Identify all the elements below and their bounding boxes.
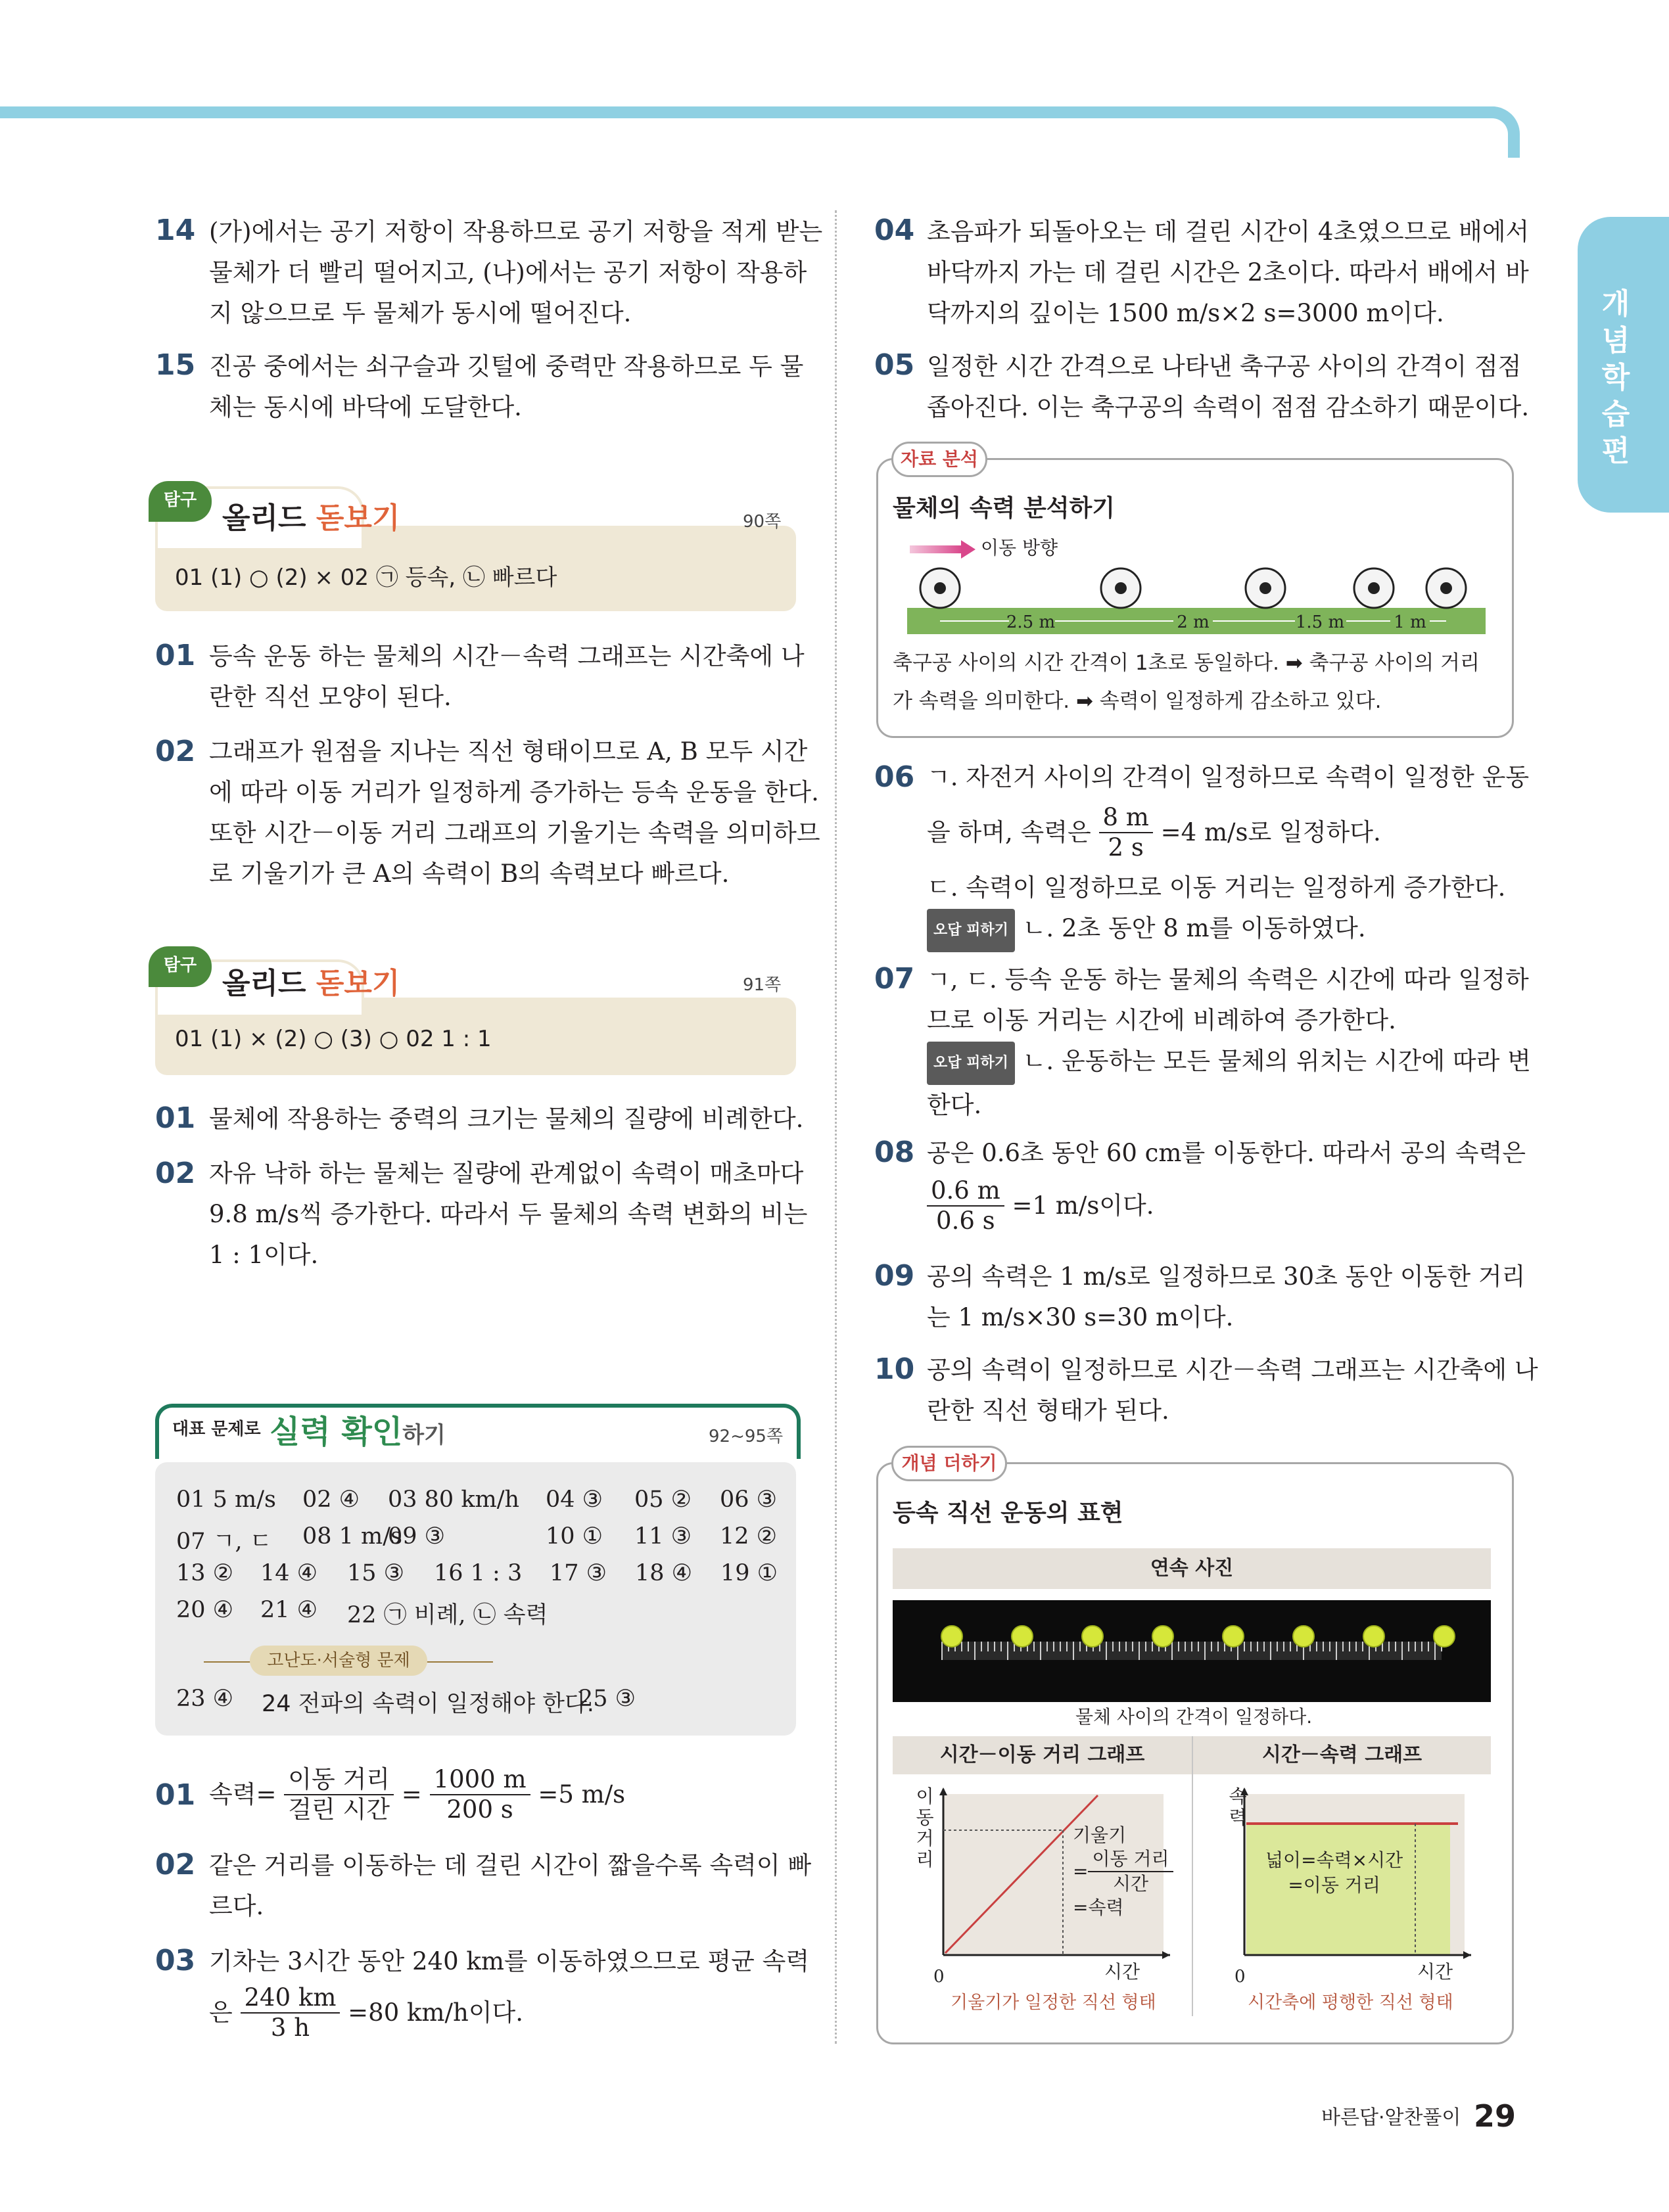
- direction-arrow-shaft: [910, 545, 962, 553]
- top-bar-corner: [1492, 106, 1520, 158]
- answer-text: 공의 속력이 일정하므로 시간－속력 그래프는 시간축에 나 란한 직선 형태가 된다.: [927, 1356, 1538, 1425]
- answer-text: ㄷ. 속력이 일정하므로 이동 거리는 일정하게 증가한다.: [927, 873, 1506, 902]
- column-divider: [835, 210, 837, 2044]
- x-axis-label: 시간: [1104, 1961, 1140, 1983]
- answer-text: (가)에서는 공기 저항이 작용하므로 공기 저항을 적게 받는 물체가 더 빨리 떨어지고, (나)에서는 공기 저항이 작용하 지 않으므로 두 물체가 동시에 떨어진다.: [209, 218, 823, 327]
- answer-cell: 20 ④: [176, 1597, 234, 1623]
- page-reference: 92~95쪽: [709, 1427, 784, 1446]
- tennis-ball-icon: [1152, 1626, 1173, 1647]
- answer-text: 초음파가 되돌아오는 데 걸린 시간이 4초였으므로 배에서 바닥까지 가는 데 걸린 시간은 2초이다. 따라서 배에서 바 닥까지의 깊이는 1500 m/s×2 s=3000 m이다.: [927, 218, 1530, 327]
- arrow-right-icon: [961, 540, 976, 559]
- answer-cell: 25 ③: [578, 1686, 636, 1712]
- inquiry-badge: 탐구: [149, 481, 212, 522]
- answer-text: 그래프가 원점을 지나는 직선 형태이므로 A, B 모두 시간 에 따라 이동 거리가 일정하게 증가하는 등속 운동을 한다. 또한 시간－이동 거리 그래프의 기울기는 속력을 의미하므 로 기울기가 큰 A의 속력이 B의 속력보다 빠르다.: [209, 737, 820, 888]
- distance-label: 1.5 m: [1295, 612, 1345, 632]
- answer-text: 오답 피하기 ㄴ. 2초 동안 8 m를 이동하였다.: [927, 908, 1366, 952]
- footer-label: 바른답·알찬풀이: [1321, 2106, 1461, 2129]
- tennis-ball-icon: [1293, 1626, 1314, 1647]
- answer-text: 진공 중에서는 쇠구슬과 깃털에 중력만 작용하므로 두 물 체는 동시에 바닥에 도달한다.: [209, 352, 804, 421]
- panel-tag: 자료 분석: [891, 442, 987, 477]
- soccer-ball-diagram: [907, 562, 1486, 634]
- answer-text: 일정한 시간 간격으로 나타낸 축구공 사이의 간격이 점점 좁아진다. 이는 축구공의 속력이 점점 감소하기 때문이다.: [927, 352, 1530, 421]
- tennis-ball-icon: [941, 1626, 962, 1647]
- answer-text: 같은 거리를 이동하는 데 걸린 시간이 짧을수록 속력이 빠 르다.: [209, 1851, 812, 1920]
- answer-cell: 02 ④: [302, 1486, 360, 1513]
- box-title: 올리드 돋보기: [222, 501, 400, 535]
- question-number: 01: [155, 1101, 196, 1135]
- answer-text: 기차는 3시간 동안 240 km를 이동하였으므로 평균 속력: [209, 1947, 810, 1975]
- question-number: 04: [874, 214, 915, 247]
- question-number: 05: [874, 348, 915, 382]
- question-number: 10: [874, 1352, 915, 1386]
- question-number: 08: [874, 1136, 915, 1169]
- panel-tag: 개념 더하기: [891, 1446, 1007, 1481]
- photo-header: 연속 사진: [893, 1548, 1491, 1589]
- graph-caption: 기울기가 일정한 직선 형태: [951, 1993, 1156, 2013]
- answer-cell: 23 ④: [176, 1686, 234, 1712]
- question-number: 02: [155, 1848, 196, 1881]
- panel-title: 물체의 속력 분석하기: [893, 495, 1116, 522]
- answer-cell: 13 ②: [176, 1560, 234, 1586]
- page-number: 29: [1474, 2098, 1516, 2134]
- answer-cell: 15 ③: [347, 1560, 405, 1586]
- graph-header: 시간－이동 거리 그래프: [893, 1736, 1192, 1774]
- question-number: 06: [874, 760, 915, 794]
- answer-cell: 21 ④: [260, 1597, 318, 1623]
- graph-caption: 시간축에 평행한 직선 형태: [1248, 1993, 1453, 2013]
- answer-cell: 04 ③: [546, 1486, 603, 1513]
- question-number: 01: [155, 1778, 196, 1812]
- graph-header: 시간－속력 그래프: [1193, 1736, 1491, 1774]
- answer-text: 공은 0.6초 동안 60 cm를 이동한다. 따라서 공의 속력은: [927, 1139, 1526, 1167]
- direction-label: 이동 방향: [981, 537, 1058, 559]
- panel-title: 등속 직선 운동의 표현: [893, 1500, 1123, 1527]
- formula: $\frac{0.6 m}{0.6 s}$ =1 m/s이다.: [927, 1176, 1154, 1235]
- tennis-ball-icon: [1082, 1626, 1103, 1647]
- distance-label: 2.5 m: [1006, 612, 1056, 632]
- y-axis-label: 이동 거리: [916, 1786, 934, 1870]
- distance-label: 1 m: [1394, 612, 1426, 632]
- answer-cell: 06 ③: [720, 1486, 778, 1513]
- answer-cell: 22 ㉠ 비례, ㉡ 속력: [347, 1602, 548, 1628]
- box-answers: 01 (1) × (2) ○ (3) ○ 02 1 : 1: [175, 1026, 492, 1052]
- answer-cell: 03 80 km/h: [388, 1486, 520, 1513]
- question-number: 09: [874, 1259, 915, 1293]
- page-reference: 90쪽: [743, 512, 782, 532]
- answer-cell: 01 5 m/s: [176, 1486, 276, 1513]
- section-side-tab-label: 개념학습편: [1601, 287, 1630, 468]
- answer-cell: 05 ②: [634, 1486, 692, 1513]
- sub-section-label: 고난도·서술형 문제: [250, 1646, 427, 1676]
- question-number: 02: [155, 1157, 196, 1190]
- wrong-answer-badge: 오답 피하기: [927, 909, 1015, 952]
- top-bar: [0, 106, 1505, 118]
- answer-cell: 18 ④: [635, 1560, 693, 1586]
- tennis-ball-icon: [1012, 1626, 1033, 1647]
- answer-cell: 07 ㄱ, ㄷ: [176, 1529, 272, 1555]
- graph-divider: [1192, 1736, 1193, 2016]
- tennis-ball-icon: [1363, 1626, 1384, 1647]
- panel-note: 축구공 사이의 시간 간격이 1초로 동일하다. ➡ 축구공 사이의 거리 가 속력을 의미한다. ➡ 속력이 일정하게 감소하고 있다.: [893, 651, 1480, 713]
- question-number: 07: [874, 962, 915, 996]
- wrong-answer-badge: 오답 피하기: [927, 1042, 1015, 1085]
- answer-text: 공의 속력은 1 m/s로 일정하므로 30초 동안 이동한 거리 는 1 m/s×30 s=30 m이다.: [927, 1262, 1526, 1331]
- origin-label: 0: [933, 1967, 945, 1985]
- question-number: 03: [155, 1944, 196, 1977]
- box-answers: 01 (1) ○ (2) × 02 ㉠ 등속, ㉡ 빠르다: [175, 565, 557, 591]
- graph-note: 기울기 = $\frac{\text{이동 거리}}{\text{시간}}$ =속력: [1073, 1824, 1173, 1920]
- box-label: 대표 문제로: [172, 1419, 261, 1439]
- answer-cell: 08 1 m/s: [302, 1523, 402, 1550]
- answer-text: ㄱ. 자전거 사이의 간격이 일정하므로 속력이 일정한 운동: [927, 763, 1530, 791]
- answer-cell: 11 ③: [634, 1523, 692, 1550]
- answer-cell: 10 ①: [546, 1523, 603, 1550]
- photo-caption: 물체 사이의 간격이 일정하다.: [1075, 1706, 1313, 1728]
- answer-cell: 16 1 : 3: [434, 1560, 523, 1586]
- formula: 속력= $\frac{\text{이동 거리}}{\text{걸린 시간}}$ = $\frac{1000 m}{200 s}$ =5 m/s: [209, 1765, 626, 1824]
- strobe-photo: [893, 1600, 1491, 1702]
- answer-cell: 19 ①: [720, 1560, 778, 1586]
- origin-label: 0: [1234, 1967, 1246, 1985]
- answer-text: 등속 운동 하는 물체의 시간－속력 그래프는 시간축에 나 란한 직선 모양이 된다.: [209, 642, 805, 711]
- formula: 은 $\frac{240 km}{3 h}$ =80 km/h이다.: [209, 1983, 524, 2042]
- answer-text: 물체에 작용하는 중력의 크기는 물체의 질량에 비례한다.: [209, 1105, 804, 1133]
- question-number: 15: [155, 348, 196, 382]
- x-axis-label: 시간: [1417, 1961, 1453, 1983]
- tennis-ball-icon: [1223, 1626, 1244, 1647]
- answer-text: ㄱ, ㄷ. 등속 운동 하는 물체의 속력은 시간에 따라 일정하 므로 이동 거리는 시간에 비례하여 증가한다. 오답 피하기 ㄴ. 운동하는 모든 물체의 위치는 시간에 따라 변 한다.: [927, 965, 1531, 1119]
- graph-note: 넓이=속력×시간 =이동 거리: [1265, 1849, 1403, 1896]
- box-title: 올리드 돋보기: [222, 967, 400, 1000]
- inquiry-badge: 탐구: [149, 946, 212, 987]
- answer-text: 자유 낙하 하는 물체는 질량에 관계없이 속력이 매초마다 9.8 m/s씩 증가한다. 따라서 두 물체의 속력 변화의 비는 1 : 1이다.: [209, 1159, 808, 1269]
- answer-cell: 12 ②: [720, 1523, 778, 1550]
- question-number: 02: [155, 735, 196, 768]
- tennis-ball-icon: [1434, 1626, 1455, 1647]
- answer-cell: 24 전파의 속력이 일정해야 한다.: [262, 1691, 594, 1717]
- formula: 을 하며, 속력은 $\frac{8 m}{2 s}$ =4 m/s로 일정하다.: [927, 803, 1381, 862]
- page-reference: 91쪽: [743, 975, 782, 995]
- box-title: 실력 확인하기: [270, 1414, 446, 1450]
- answer-cell: 17 ③: [550, 1560, 607, 1586]
- question-number: 14: [155, 214, 196, 247]
- y-axis-label: 속력: [1229, 1786, 1247, 1828]
- question-number: 01: [155, 639, 196, 672]
- answer-cell: 09 ③: [388, 1523, 446, 1550]
- distance-label: 2 m: [1177, 612, 1210, 632]
- answer-cell: 14 ④: [260, 1560, 318, 1586]
